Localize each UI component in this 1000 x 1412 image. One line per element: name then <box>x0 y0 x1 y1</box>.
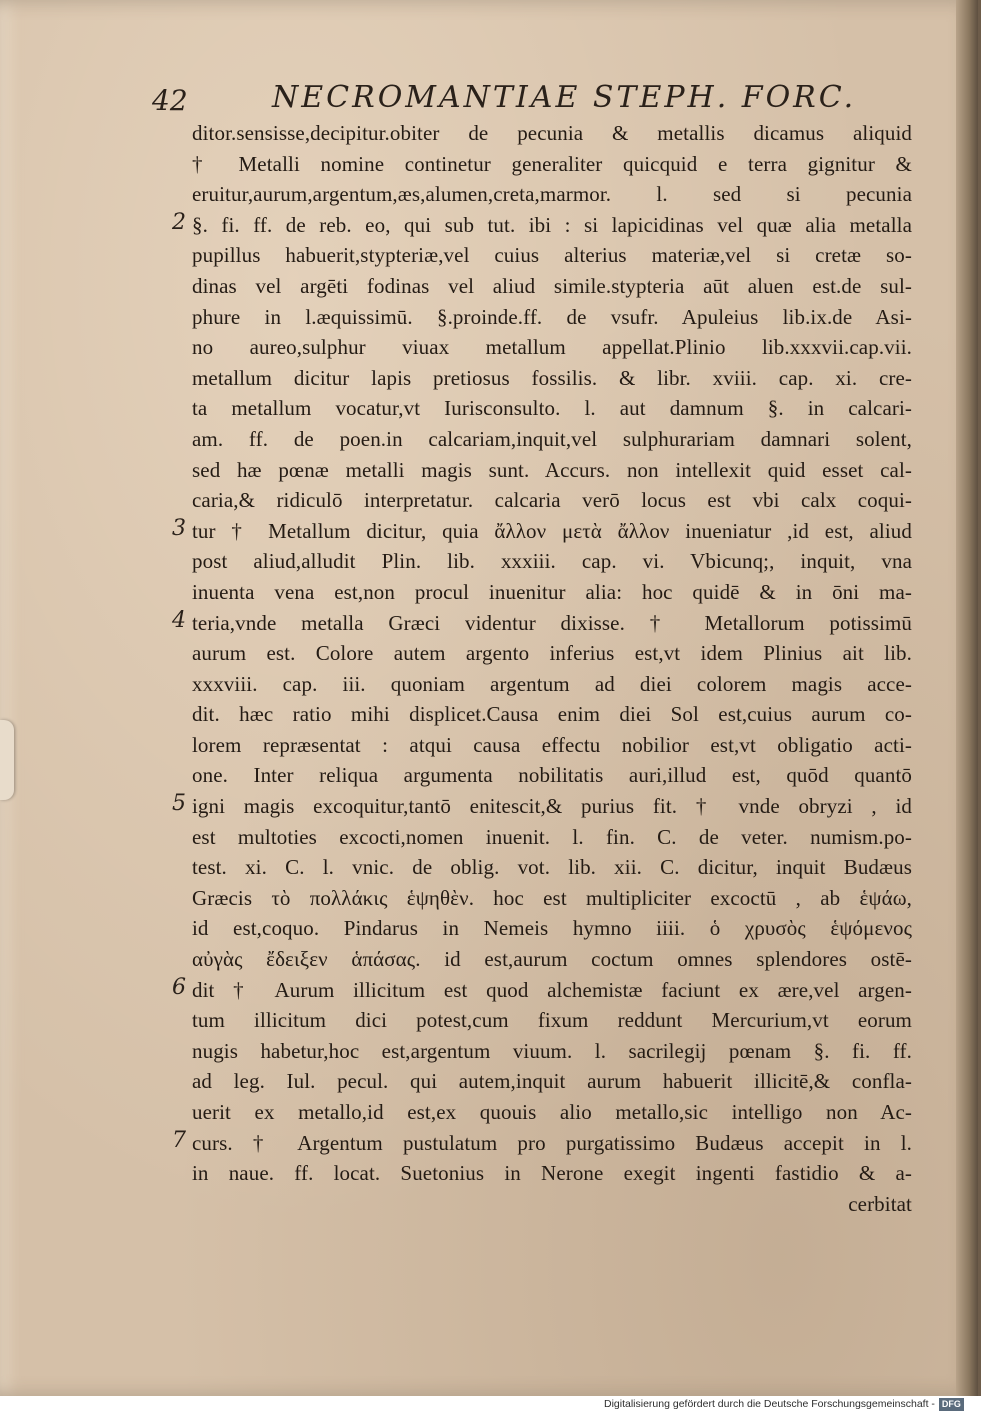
text-line: caria,& ridiculō interpretatur. calcaria verō locus est vbi calx coqui- <box>192 488 912 513</box>
page-edge <box>956 0 978 1396</box>
text-line: metallum dicitur lapis pretiosus fossilis. & libr. xviii. cap. xi. cre- <box>192 365 912 390</box>
text-line: sed hæ pœnæ metalli magis sunt. Accurs. non intellexit quid esset cal- <box>192 457 912 482</box>
margin-number: 2 <box>172 209 186 235</box>
text-line: lorem repræsentat : atqui causa effectu nobilior est,vt obligatio acti- <box>192 732 912 757</box>
text-line: aurum est. Colore autem argento inferius est,vt idem Plinius ait lib. <box>192 641 912 666</box>
text-line: test. xi. C. l. vnic. de oblig. vot. lib. xii. C. dicitur, inquit Budæus <box>192 855 912 880</box>
text-line: phure in l.æquissimū. §.proinde.ff. de vsufr. Apuleius lib.ix.de Asi- <box>192 304 912 329</box>
text-line: no aureo,sulphur viuax metallum appellat.Plinio lib.xxxvii.cap.vii. <box>192 335 912 360</box>
text-line: ta metallum vocatur,vt Iurisconsulto. l. aut damnum §. in calcari- <box>192 396 912 421</box>
text-line: tur † Metallum dicitur, quia ἄλλον μετὰ ἄλλον inueniatur ,id est, aliud <box>192 518 912 543</box>
text-line: † Metalli nomine continetur generaliter quicquid e terra gignitur & <box>192 151 912 176</box>
text-line: dinas vel argēti fodinas vel aliud simile.stypteria aūt aluen est.de sul- <box>192 273 912 298</box>
text-line: xxxviii. cap. iii. quoniam argentum ad diei colorem magis acce- <box>192 671 912 696</box>
text-line: in naue. ff. locat. Suetonius in Nerone exegit ingenti fastidio & a- <box>192 1161 912 1186</box>
margin-number: 4 <box>172 607 186 633</box>
text-line: cerbitat <box>848 1191 912 1216</box>
page-number: 42 <box>152 84 188 117</box>
text-line: ditor.sensisse,decipitur.obiter de pecunia & metallis dicamus aliquid <box>192 121 912 145</box>
text-line: id est,coquo. Pindarus in Nemeis hymno iiii. ὁ χρυσὸς ἑψόμενος <box>192 916 912 941</box>
text-line: post aliud,alludit Plin. lib. xxxiii. cap. vi. Vbicunq;, inquit, vna <box>192 549 912 574</box>
text-line: αὐγὰς ἔδειξεν ἁπάσας. id est,aurum coctum omnes splendores ostē- <box>192 947 912 972</box>
text-line: uerit ex metallo,id est,ex quouis alio metallo,sic intelligo non Ac- <box>192 1100 912 1124</box>
footer-text: Digitalisierung gefördert durch die Deutsche Forschungsgemeinschaft - <box>604 1398 935 1410</box>
margin-number: 3 <box>172 515 186 541</box>
text-line: tum illicitum dici potest,cum fixum reddunt Mercurium,vt eorum <box>192 1008 912 1033</box>
text-line: curs. † Argentum pustulatum pro purgatissimo Budæus accepit in l. <box>192 1130 912 1155</box>
margin-number: 6 <box>172 974 186 1000</box>
text-line: teria,vnde metalla Græci videntur dixisse. † Metallorum potissimū <box>192 610 912 635</box>
margin-number: 7 <box>172 1127 186 1153</box>
dfg-logo: DFG <box>939 1398 964 1411</box>
text-line: eruitur,aurum,argentum,æs,alumen,creta,marmor. l. sed si pecunia <box>192 182 912 207</box>
text-line: dit † Aurum illicitum est quod alchemistæ faciunt ex ære,vel argen- <box>192 977 912 1002</box>
text-line: igni magis excoquitur,tantō enitescit,& purius fit. † vnde obryzi , id <box>192 794 912 819</box>
text-line: inuenta vena est,non procul inuenitur alia: hoc quidē & in ōni ma- <box>192 579 912 604</box>
binding-tab <box>0 720 14 800</box>
text-line: dit. hæc ratio mihi displicet.Causa enim diei Sol est,cuius aurum co- <box>192 702 912 727</box>
body-text <box>192 118 912 1219</box>
text-line: ad leg. Iul. pecul. qui autem,inquit aurum habuerit illicitē,& confla- <box>192 1069 912 1094</box>
text-line: est multoties excocti,nomen inuenit. l. fin. C. de veter. numism.po- <box>192 824 912 849</box>
margin-number: 5 <box>172 791 186 817</box>
footer-banner <box>604 1396 964 1412</box>
text-line: one. Inter reliqua argumenta nobilitatis auri,illud est, quōd quantō <box>192 763 912 788</box>
running-head: NECROMANTIAE STEPH. FORC. <box>272 80 857 115</box>
text-line: am. ff. de poen.in calcariam,inquit,vel sulphurariam damnari solent, <box>192 426 912 451</box>
text-line: pupillus habuerit,stypteriæ,vel cuius alterius materiæ,vel si cretæ so- <box>192 243 912 268</box>
text-line: §. fi. ff. de reb. eo, qui sub tut. ibi : si lapicidinas vel quæ alia metalla <box>192 212 912 237</box>
text-line: nugis habetur,hoc est,argentum viuum. l. sacrilegij pœnam §. fi. ff. <box>192 1038 912 1063</box>
text-line: Græcis τὸ πολλάκις ἑψηθὲν. hoc est multipliciter excoctū , ab ἑψάω, <box>192 885 912 910</box>
